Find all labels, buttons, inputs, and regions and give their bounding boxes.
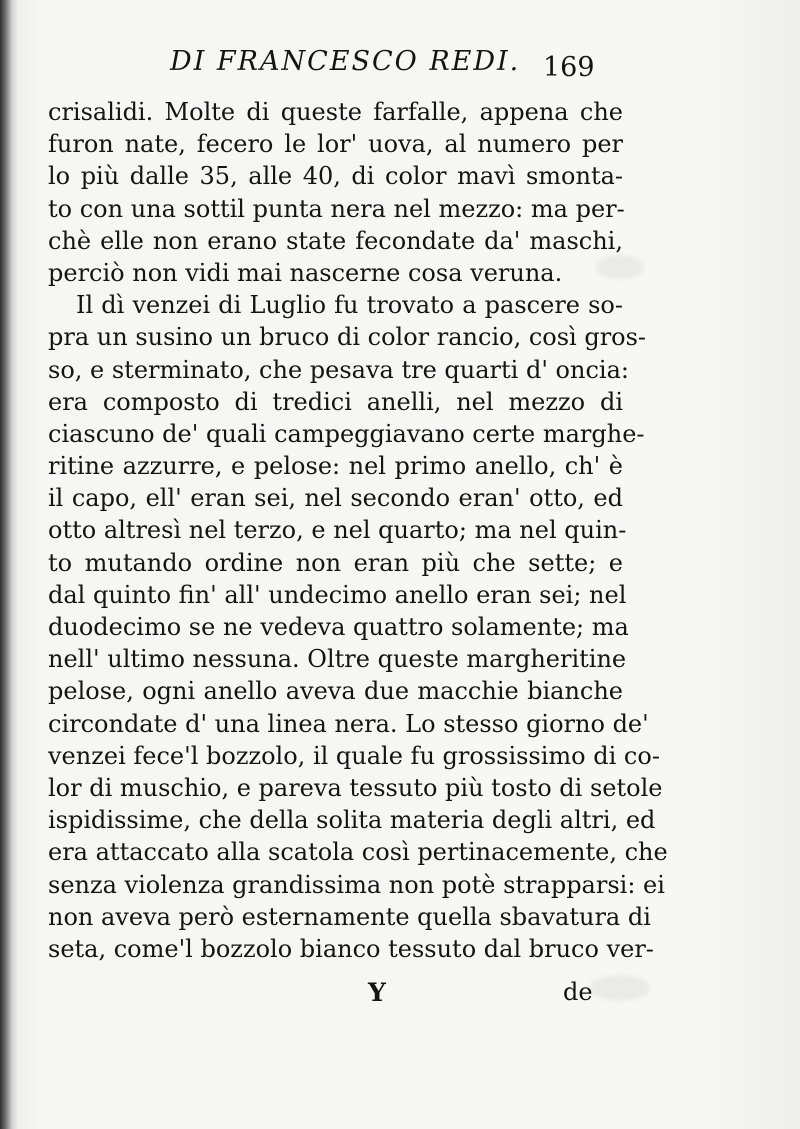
text-line: to mutando ordine non eran più che sette; e xyxy=(48,548,623,577)
text-line: senza violenza grandissima non potè strapparsi: ei xyxy=(48,870,665,899)
text-line: lo più dalle 35, alle 40, di color mavì smonta- xyxy=(48,162,623,191)
text-line: chè elle non erano state fecondate da' maschi, xyxy=(48,226,623,255)
text-line: il capo, ell' eran sei, nel secondo eran' otto, ed xyxy=(48,484,623,513)
text-line: lor di muschio, e pareva tessuto più tosto di setole xyxy=(48,773,663,802)
page-footer xyxy=(48,968,623,1008)
paragraph-start-line: Il dì venzei di Luglio fu trovato a pascere so- xyxy=(76,291,623,320)
text-line: seta, come'l bozzolo bianco tessuto dal bruco ver- xyxy=(48,934,654,963)
text-line: ispidissime, che della solita materia degli altri, ed xyxy=(48,806,656,835)
body-text xyxy=(48,96,668,965)
text-line: nell' ultimo nessuna. Oltre queste margheritine xyxy=(48,645,627,674)
text-line: to con una sottil punta nera nel mezzo: ma per- xyxy=(48,194,625,223)
text-line: so, e sterminato, che pesava tre quarti d' oncia: xyxy=(48,355,629,384)
page-number: 169 xyxy=(543,52,595,83)
page-gutter-shadow xyxy=(0,0,18,1129)
catchword: de xyxy=(563,978,593,1006)
text-line: pelose, ogni anello aveva due macchie bianche xyxy=(48,677,623,706)
text-line: dal quinto fin' all' undecimo anello eran sei; nel xyxy=(48,580,627,609)
text-line: furon nate, fecero le lor' uova, al numero per xyxy=(48,130,623,159)
running-head: DI FRANCESCO REDI. xyxy=(170,46,521,77)
signature-mark: Y xyxy=(368,978,386,1007)
text-line: circondate d' una linea nera. Lo stesso giorno de' xyxy=(48,709,649,738)
page-header xyxy=(150,46,630,86)
text-line: venzei fece'l bozzolo, il quale fu grossissimo di co- xyxy=(48,741,660,770)
text-line: ciascuno de' quali campeggiavano certe marghe- xyxy=(48,419,645,448)
text-line: perciò non vidi mai nascerne cosa veruna. xyxy=(48,258,563,287)
text-line: ritine azzurre, e pelose: nel primo anello, ch' è xyxy=(48,452,623,481)
text-line: era attaccato alla scatola così pertinacemente, che xyxy=(48,838,668,867)
text-line: era composto di tredici anelli, nel mezzo di xyxy=(48,387,623,416)
text-line: otto altresì nel terzo, e nel quarto; ma nel quin- xyxy=(48,516,627,545)
text-line: pra un susino un bruco di color rancio, così gros- xyxy=(48,323,647,352)
text-line: duodecimo se ne vedeva quattro solamente; ma xyxy=(48,613,629,641)
text-line: non aveva però esternamente quella sbavatura di xyxy=(48,902,651,931)
text-line: crisalidi. Molte di queste farfalle, appena che xyxy=(48,98,623,126)
